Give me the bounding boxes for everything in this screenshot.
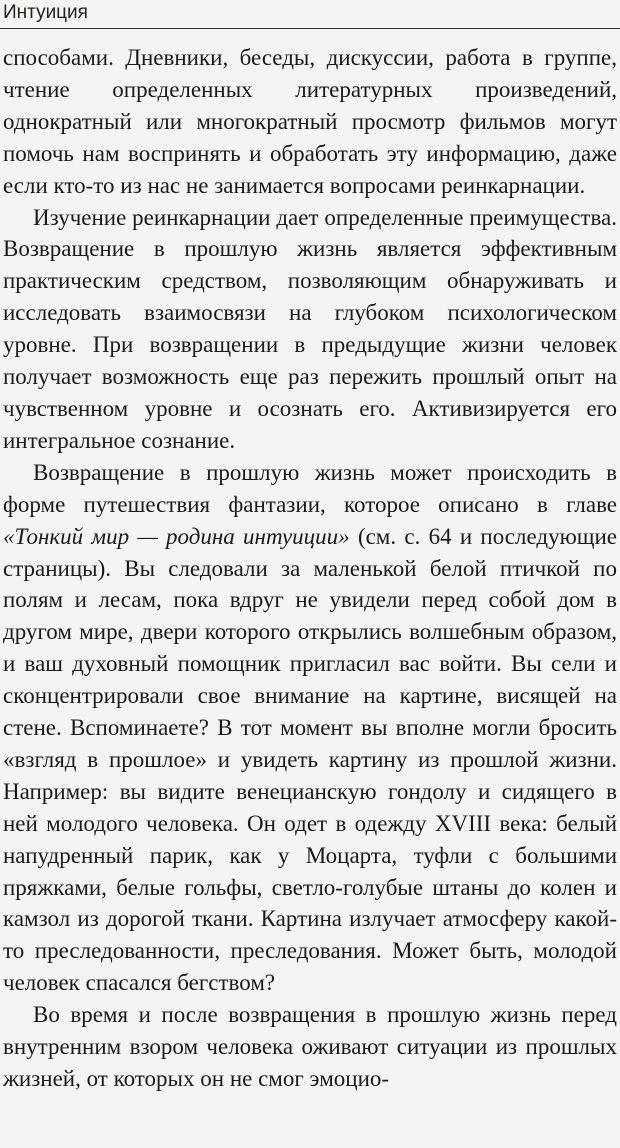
paragraph-fantasy-journey-rest: (см. с. 64 и последующие страницы). Вы следовали за маленькой белой птичкой по полям и лесам, пока вдруг не увидели перед собой дом в другом мире, двери которого открылись волшебным образом, и ваш духовный помощник пригласил вас войти. Вы сели и сконцентрировали свое внимание на картине, висящей на стене. Вспоминаете? В тот момент вы вполне могли бросить «взгляд в прошлое» и увидеть картину из прошлой жизни. Например: вы видите венецианскую гондолу и сидящего в ней молодого человека. Он одет в одежду XVIII века: белый напудренный парик, как у Моцарта, туфли с большими пряжками, белые гольфы, светло-голубые штаны до колен и камзол из дорогой ткани. Картина излучает атмосферу какой-то преследованности, преследования. Может быть, молодой человек спасался бегством?	[3, 523, 617, 996]
running-title: Интуиция	[3, 2, 88, 23]
paragraph-reincarnation-benefits: Изучение реинкарнации дает определенные преимущества. Возвращение в прошлую жизнь является эффективным практическим средством, позволяющим обнаруживать и исследовать взаимосвязи на глубоком психологическом уровне. При возвращении в предыдущие жизни человек получает возможность еще раз пережить прошлый опыт на чувственном уровне и осознать его. Активизируется его интегральное сознание.	[3, 204, 617, 453]
paragraph-fantasy-journey-start: Возвращение в прошлую жизнь может происходить в форме путешествия фантазии, которое описано в главе	[3, 459, 617, 517]
page-body	[3, 42, 617, 1095]
chapter-reference: «Тонкий мир — родина интуиции»	[3, 523, 350, 549]
header-rule	[0, 28, 620, 29]
paragraph-after-regression: Во время и после возвращения в прошлую жизнь перед внутренним взором человека оживают ситуации из прошлых жизней, от которых он не смог эмоцио-	[3, 1002, 617, 1091]
paragraph-fantasy-journey	[3, 457, 617, 999]
paragraph-continued: способами. Дневники, беседы, дискуссии, работа в группе, чтение определенных литературных произведений, однократный или многократный просмотр фильмов могут помочь нам воспринять и обработать эту информацию, даже если кто-то из нас не занимается вопросами реинкарнации.	[3, 45, 617, 198]
page-header	[0, 0, 620, 30]
